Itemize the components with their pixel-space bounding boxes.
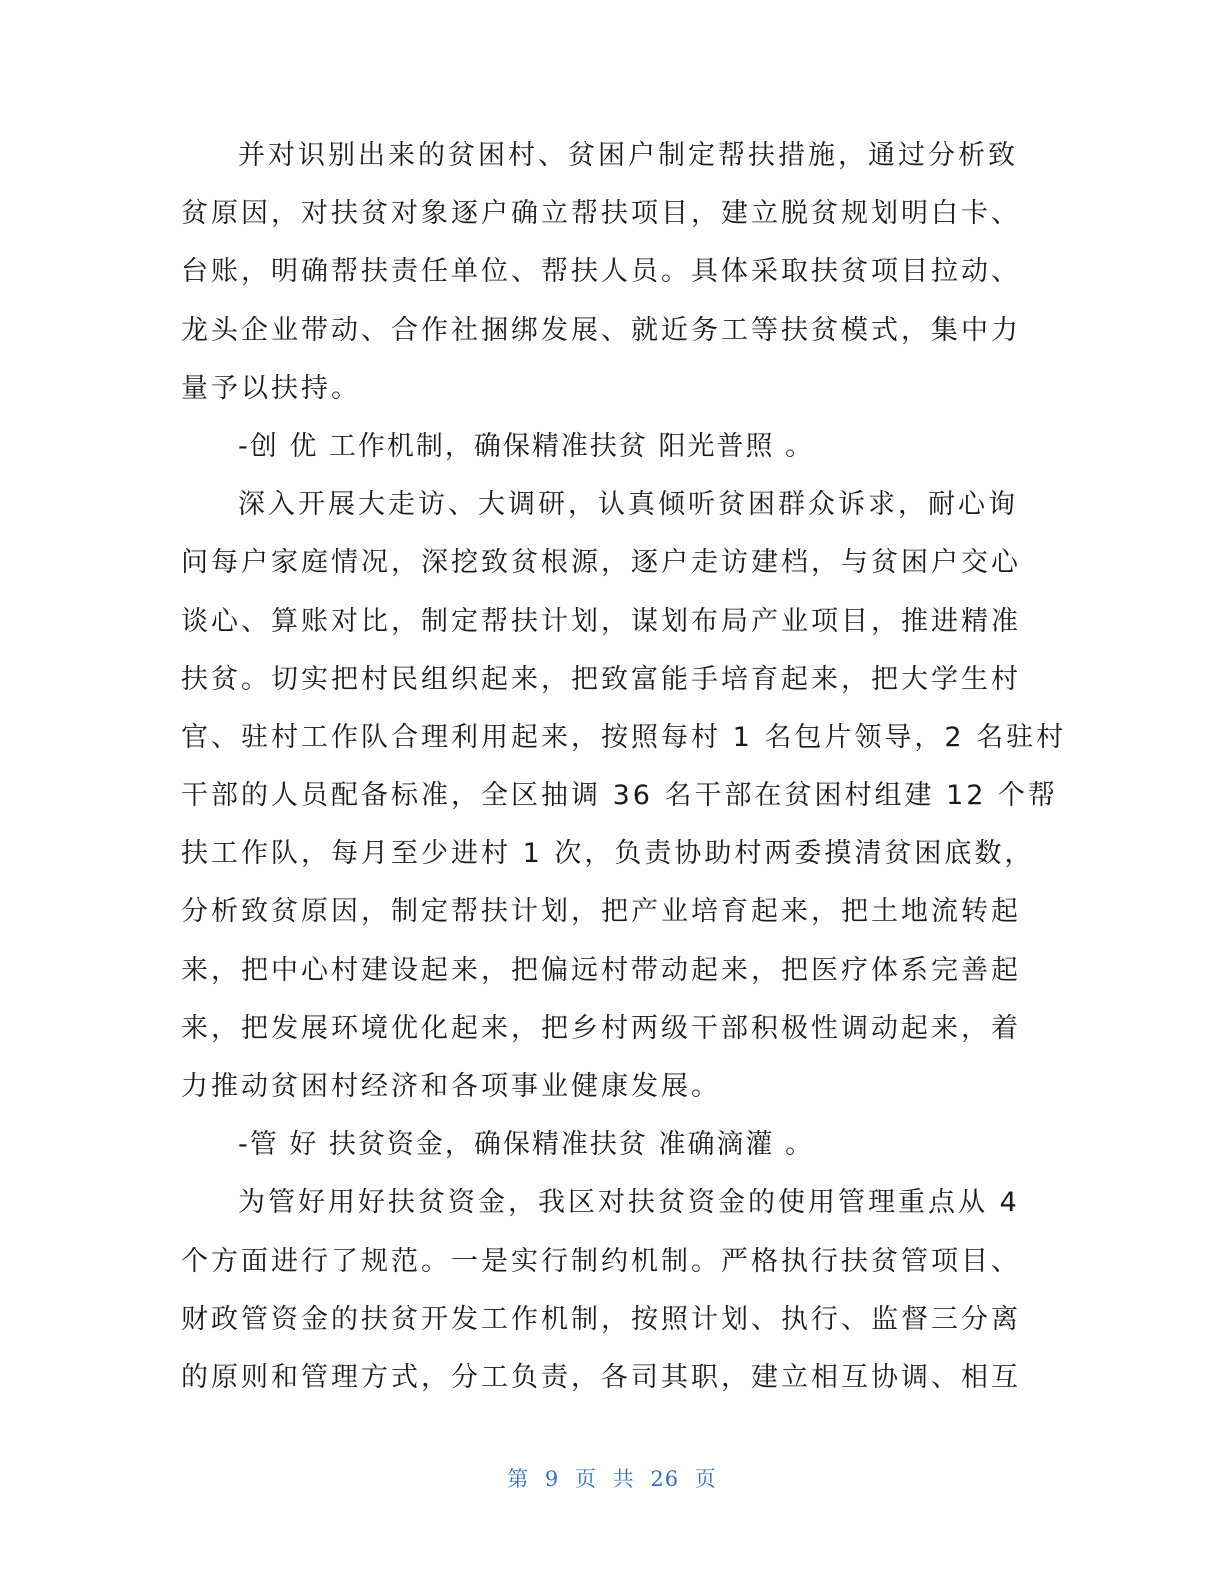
section-heading: -管 好 扶贫资金，确保精准扶贫 准确滴灌 。 [238,1129,815,1161]
paragraph-line: 深入开展大走访、大调研，认真倾听贫困群众诉求，耐心询 [238,489,1018,521]
paragraph-line: 来，把发展环境优化起来，把乡村两级干部积极性调动起来，着 [181,1012,1021,1044]
page-label-prefix: 第 [507,1467,530,1491]
paragraph-line: 贫原因，对扶贫对象逐户确立帮扶项目，建立脱贫规划明白卡、 [181,198,1021,230]
paragraph-line: 台账，明确帮扶责任单位、帮扶人员。具体采取扶贫项目拉动、 [181,256,1021,288]
current-page-number: 9 [544,1467,560,1491]
total-pages-number: 26 [650,1467,680,1491]
document-body [181,127,1067,1407]
paragraph-line: 扶工作队，每月至少进村 1 次，负责协助村两委摸清贫困底数， [181,838,1035,870]
paragraph-line: 龙头企业带动、合作社捆绑发展、就近务工等扶贫模式，集中力 [181,314,1021,346]
paragraph-line: 量予以扶持。 [181,372,361,404]
paragraph-line: 来，把中心村建设起来，把偏远村带动起来，把医疗体系完善起 [181,954,1021,986]
paragraph-line: 力推动贫困村经济和各项事业健康发展。 [181,1071,721,1102]
paragraph-line: 财政管资金的扶贫开发工作机制，按照计划、执行、监督三分离 [181,1303,1021,1335]
total-label: 共 [612,1467,635,1491]
paragraph-line: 干部的人员配备标准，全区抽调 36 名干部在贫困村组建 12 个帮 [181,780,1059,812]
paragraph-line: 个方面进行了规范。一是实行制约机制。严格执行扶贫管项目、 [181,1245,1021,1277]
section-heading: -创 优 工作机制，确保精准扶贫 阳光普照 。 [238,430,815,462]
paragraph-line: 分析致贫原因，制定帮扶计划，把产业培育起来，把土地流转起 [181,896,1021,928]
paragraph-line: 的原则和管理方式，分工负责，各司其职，建立相互协调、相互 [181,1361,1021,1393]
page-footer [0,1463,1224,1493]
paragraph-line: 谈心、算账对比，制定帮扶计划，谋划布局产业项目，推进精准 [181,605,1021,637]
paragraph-line: 问每户家庭情况，深挖致贫根源，逐户走访建档，与贫困户交心 [181,547,1021,579]
page-label-mid: 页 [574,1467,597,1491]
paragraph-line: 扶贫。切实把村民组织起来，把致富能手培育起来，把大学生村 [181,663,1021,695]
page-label-suffix: 页 [694,1467,717,1491]
paragraph-line: 官、驻村工作队合理利用起来，按照每村 1 名包片领导，2 名驻村 [181,721,1067,753]
paragraph-line: 为管好用好扶贫资金，我区对扶贫资金的使用管理重点从 4 [238,1187,1020,1219]
paragraph-line: 并对识别出来的贫困村、贫困户制定帮扶措施，通过分析致 [238,140,1018,171]
